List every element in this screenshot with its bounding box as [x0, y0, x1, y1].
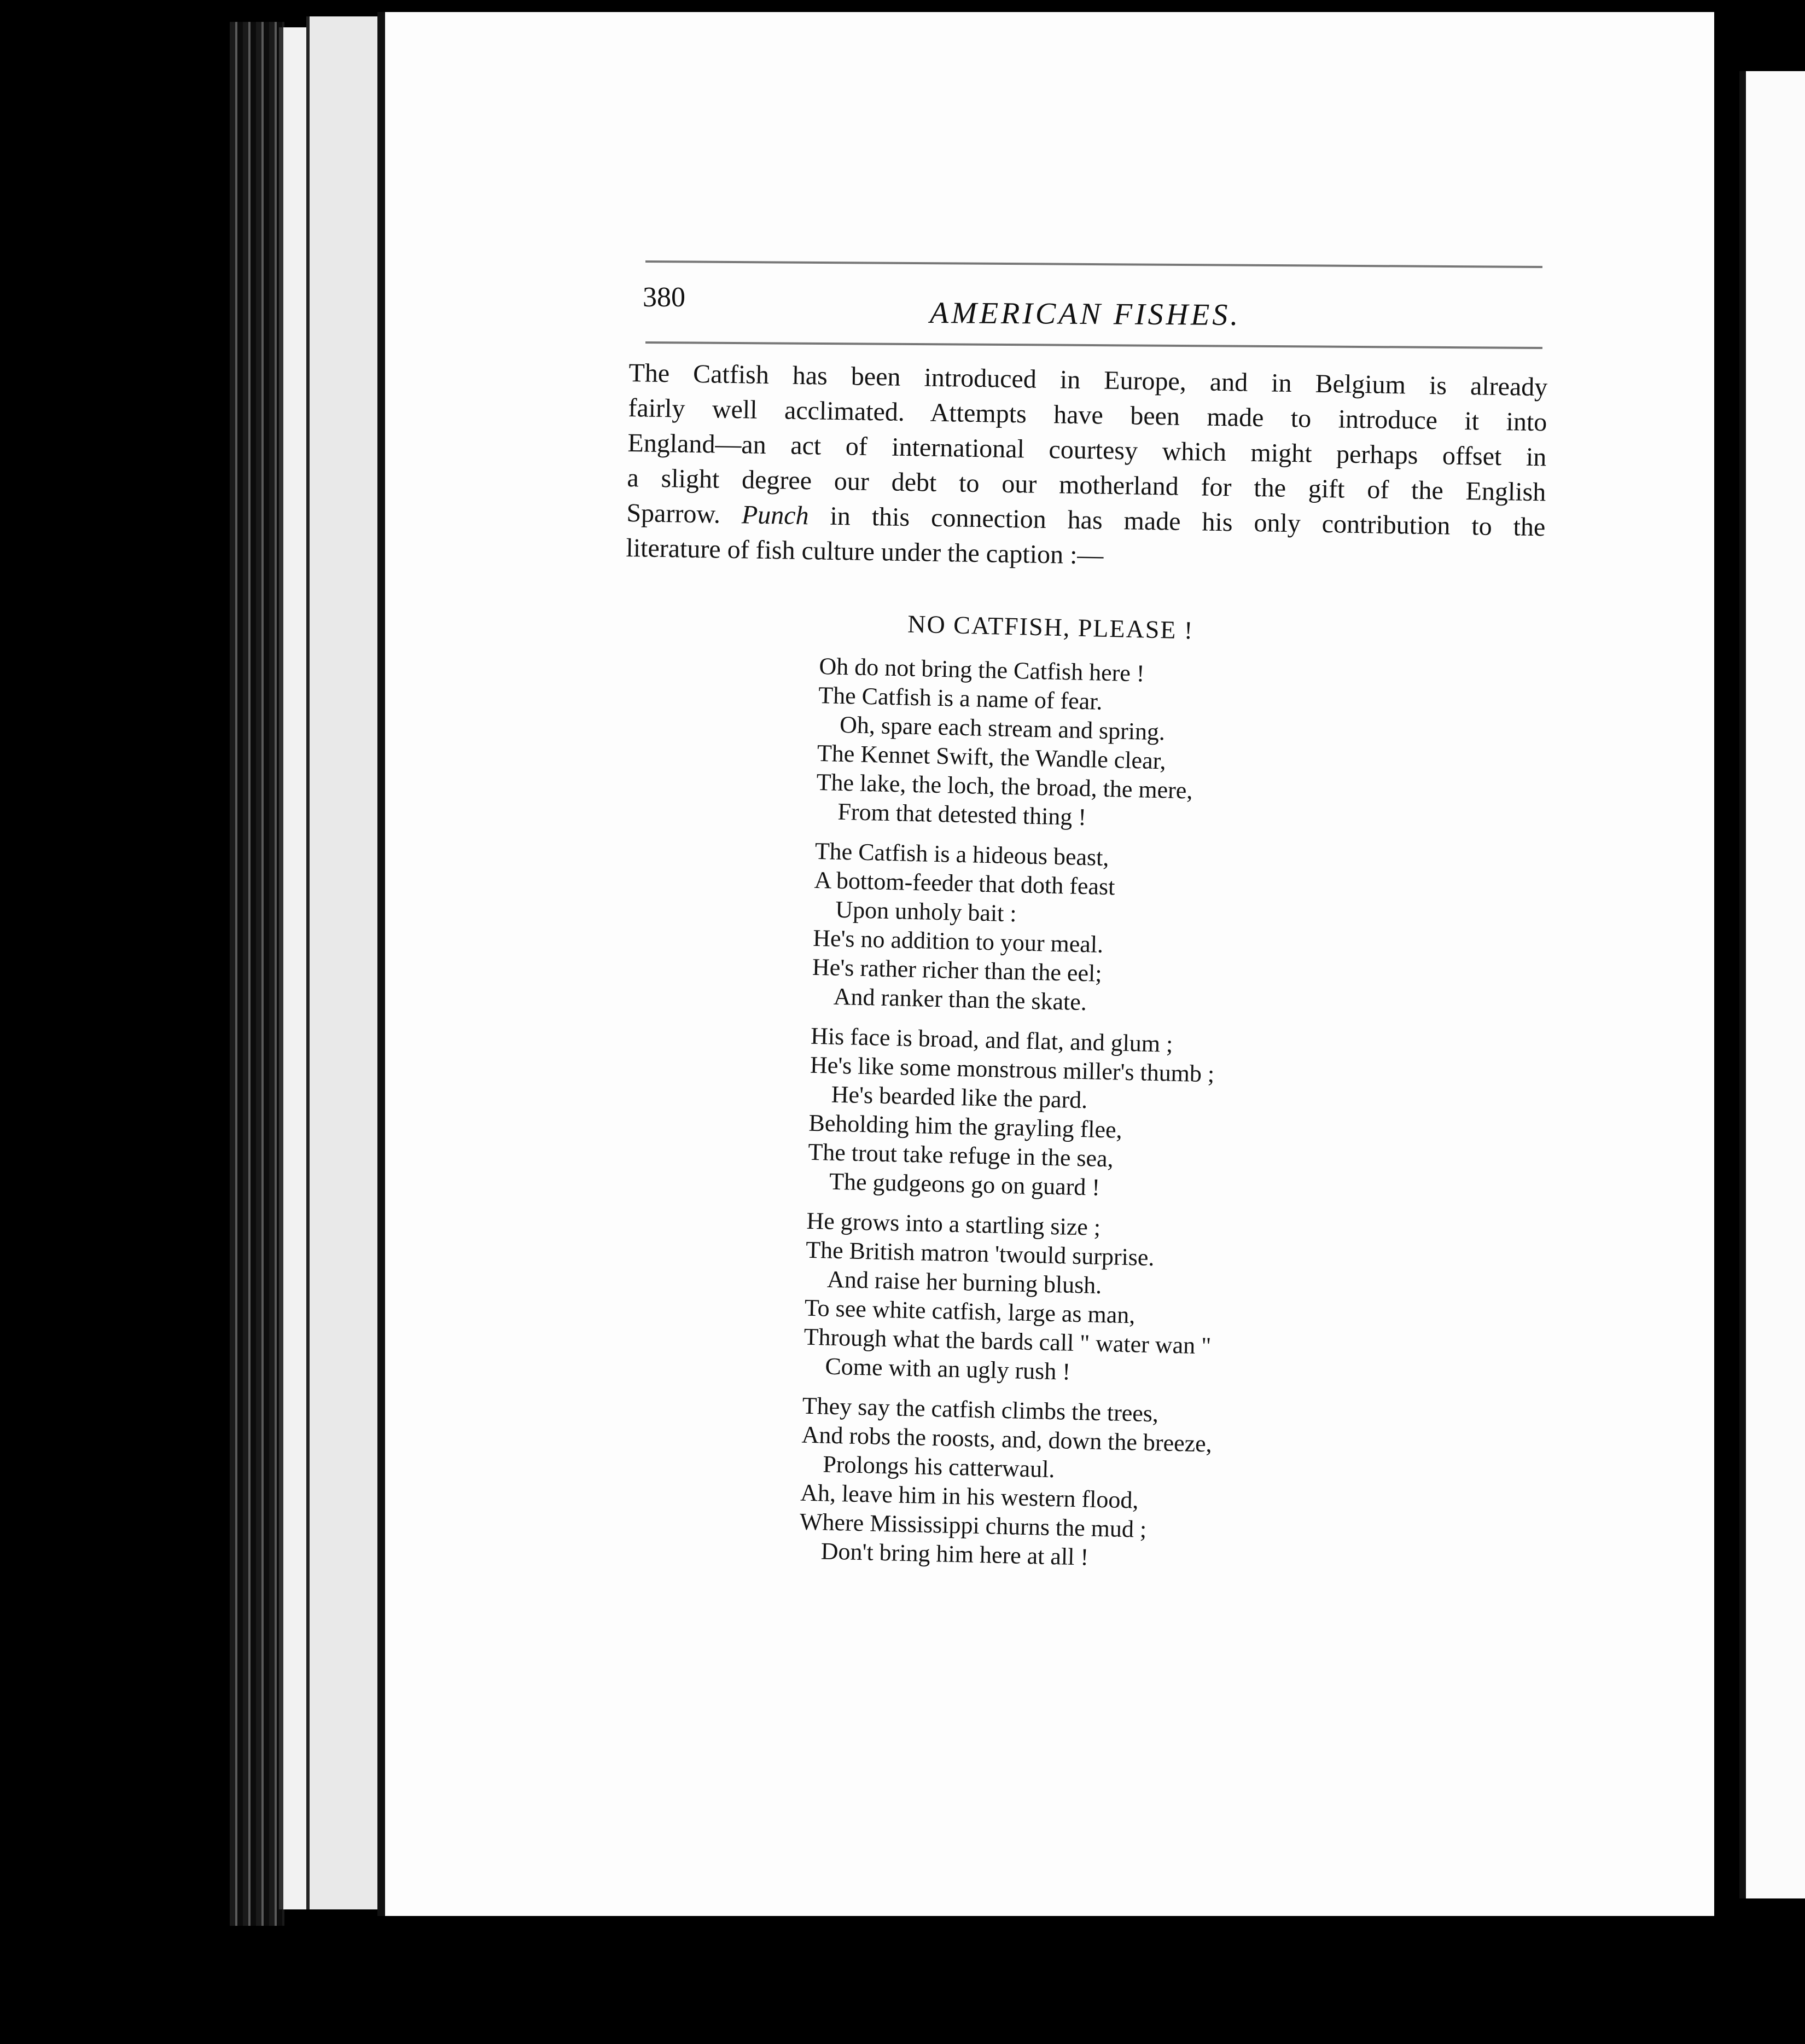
verse-line: Prolongs his catterwaul.: [822, 1450, 1055, 1483]
prose-line: fairly well acclimated. Attempts have been made to introduce it into: [628, 393, 1547, 437]
verse-line: The Catfish is a name of fear.: [818, 681, 1103, 715]
stanza: [803, 1206, 1354, 1393]
verse-line: The lake, the loch, the broad, the mere,: [816, 768, 1193, 804]
verse-line: The British matron 'twould surprise.: [805, 1236, 1155, 1271]
running-head: AMERICAN FISHES.: [929, 296, 1241, 332]
prose-line: a slight degree our debt to our motherland for the gift of the English: [627, 463, 1546, 507]
poem-title: NO CATFISH, PLEASE !: [907, 609, 1194, 644]
verse-line: He grows into a startling size ;: [806, 1207, 1101, 1241]
punch-italic: Punch: [741, 500, 809, 531]
verse-line: The Catfish is a hideous beast,: [814, 837, 1109, 872]
prose-line: England—an act of international courtesy which might perhaps offset in: [627, 428, 1547, 472]
verse-line: He's like some monstrous miller's thumb ;: [810, 1051, 1215, 1088]
verse-line: And robs the roosts, and, down the breeze,: [801, 1421, 1213, 1457]
verse-line: Oh do not bring the Catfish here !: [819, 652, 1145, 687]
verse-line: The gudgeons go on guard !: [829, 1168, 1101, 1201]
verse-line: Oh, spare each stream and spring.: [839, 711, 1166, 746]
stanza: [811, 837, 1362, 1023]
verse-line: And ranker than the skate.: [833, 983, 1087, 1016]
verse-line: The Kennet Swift, the Wandle clear,: [817, 739, 1167, 775]
verse-line: And raise her burning blush.: [826, 1265, 1102, 1299]
verse-line: The trout take refuge in the sea,: [807, 1138, 1114, 1172]
verse-line: Don't bring him here at all !: [820, 1537, 1089, 1571]
verse-line: Through what the bards call " water wan ": [803, 1323, 1212, 1360]
verse-line: Ah, leave him in his western flood,: [800, 1479, 1139, 1514]
verse-line: His face is broad, and flat, and glum ;: [810, 1022, 1173, 1058]
stanza: [816, 652, 1366, 838]
verse-line: Where Mississippi churns the mud ;: [799, 1508, 1147, 1543]
verse-line: He's no addition to your meal.: [812, 924, 1104, 958]
facing-page-edge: [1739, 71, 1805, 1898]
verse-line: Upon unholy bait :: [835, 896, 1017, 927]
verse-line: Beholding him the grayling flee,: [808, 1109, 1123, 1143]
verse-line: He's bearded like the pard.: [831, 1081, 1088, 1114]
prose-line: The Catfish has been introduced in Europe, and in Belgium is already: [628, 358, 1548, 402]
verse-line: A bottom-feeder that doth feast: [814, 866, 1115, 901]
stanza: [807, 1021, 1358, 1208]
page-number: 380: [643, 282, 685, 313]
prose-line: literature of fish culture under the caption :—: [626, 533, 1104, 570]
verse-line: Come with an ugly rush !: [824, 1352, 1071, 1385]
verse-line: He's rather richer than the eel;: [812, 953, 1103, 987]
prose-paragraph: [626, 356, 1548, 580]
stanza: [799, 1391, 1349, 1578]
book-edge: [230, 22, 284, 1926]
verse-line: To see white catfish, large as man,: [804, 1294, 1136, 1329]
prose-segment: in this connection has made his only contribution to the: [830, 501, 1546, 542]
prose-segment: Sparrow.: [626, 498, 721, 529]
verse-line: From that detested thing !: [837, 798, 1087, 831]
poem: [799, 607, 1367, 1588]
verse-line: They say the catfish climbs the trees,: [802, 1392, 1159, 1427]
